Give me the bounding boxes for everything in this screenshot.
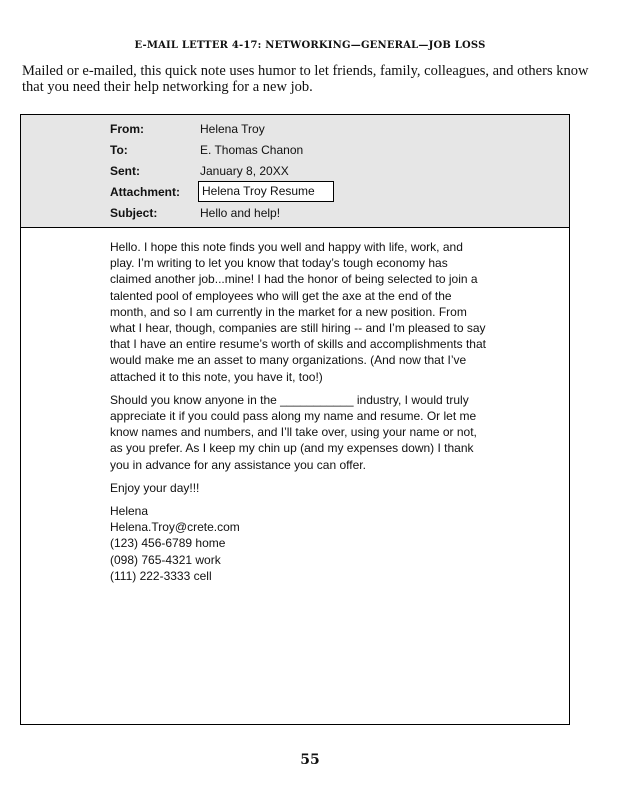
signature-block	[110, 503, 490, 584]
email-box	[20, 114, 570, 725]
signature-work-phone: (098) 765-4321 work	[110, 552, 221, 567]
page-number: 55	[300, 752, 320, 768]
signature-name: Helena	[110, 504, 149, 519]
from-label: From:	[110, 122, 144, 136]
from-value: Helena Troy	[200, 122, 265, 136]
email-header-panel	[21, 115, 569, 228]
sent-value: January 8, 20XX	[200, 164, 289, 178]
attachment-field[interactable]: Helena Troy Resume	[198, 181, 334, 202]
subject-label: Subject:	[110, 206, 158, 220]
attachment-label: Attachment:	[110, 185, 181, 199]
closing-line: Enjoy your day!!!	[110, 480, 200, 495]
signature-cell-phone: (111) 222-3333 cell	[110, 568, 212, 583]
page-heading: E-MAIL LETTER 4-17: NETWORKING—GENERAL—JOB LOSS	[134, 40, 486, 51]
subject-value: Hello and help!	[200, 206, 281, 220]
body-paragraph: Should you know anyone in the ___________ industry, I would truly appreciate it if you could pass along my name and resume. Or let me know names and numbers, and I’ll take over, using your name or not, as you prefer. As I keep my chin up (and my expenses down) I thank you in advance for any assistance you can offer.	[110, 392, 477, 472]
to-label: To:	[110, 143, 128, 157]
body-paragraph: Hello. I hope this note finds you well and happy with life, work, and play. I’m writing to let you know that today’s tough economy has claimed another job...mine! I had the honor of being selected to join a talented pool of employees who will get the axe at the end of the month, and so I am currently in the market for a new position. From what I hear, though, companies are still hiring -- and I’m pleased to say that I have an entire resume’s worth of skills and accomplishments that would make me an asset to many organizations. (And now that I’ve attached it to this note, you have it, too!)	[110, 240, 486, 384]
intro-text: Mailed or e-mailed, this quick note uses humor to let friends, family, colleagues, and others know that you need their help networking for a new job.	[22, 63, 589, 95]
signature-email: Helena.Troy@crete.com	[110, 520, 240, 535]
sent-label: Sent:	[110, 164, 140, 178]
to-value: E. Thomas Chanon	[200, 143, 304, 157]
email-body	[110, 239, 490, 584]
signature-home-phone: (123) 456-6789 home	[110, 536, 226, 551]
